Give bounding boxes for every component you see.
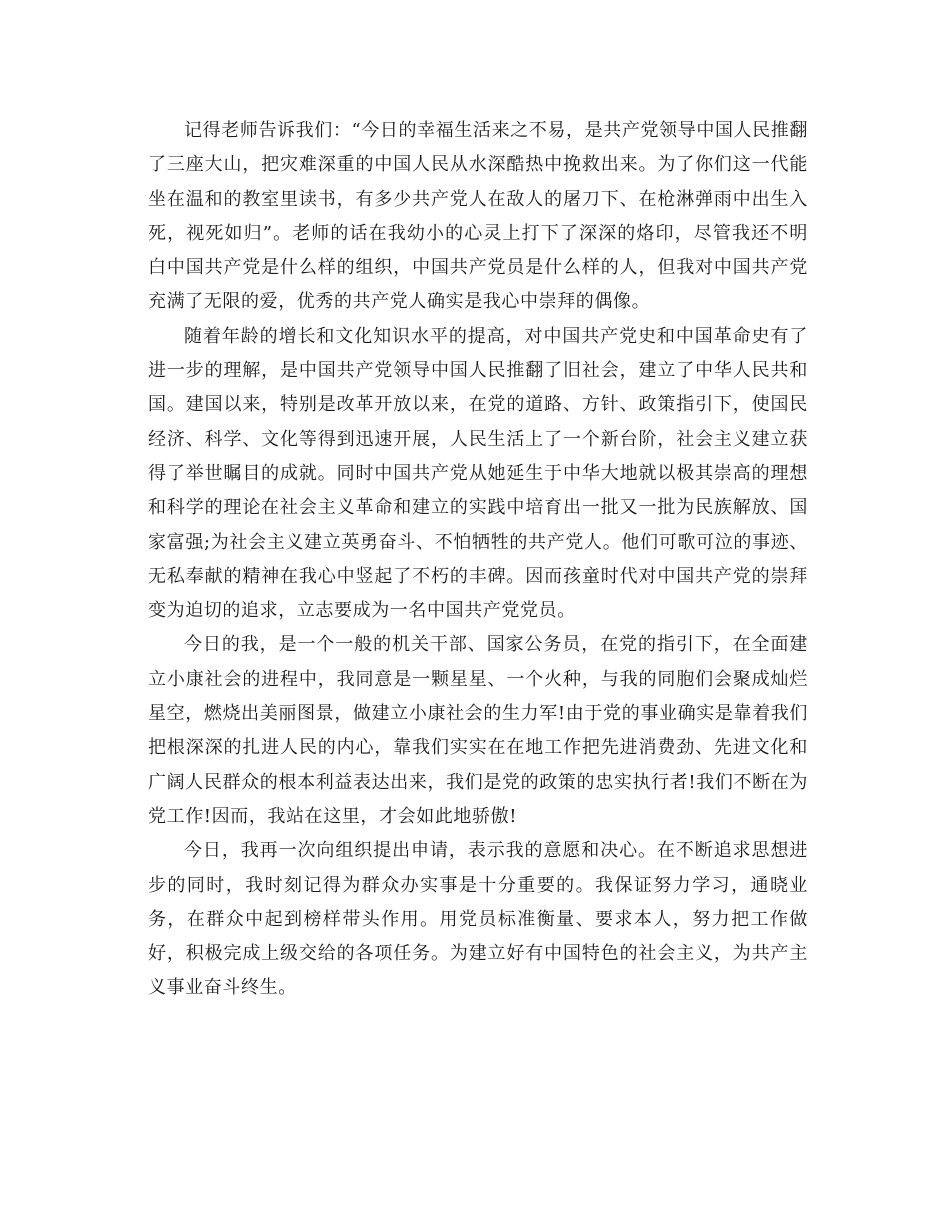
- paragraph-2: 随着年龄的增长和文化知识水平的提高，对中国共产党史和中国革命史有了进一步的理解，是中国共产党领导中国人民推翻了旧社会，建立了中华人民共和国。建国以来，特别是改革开放以来，在党的道路、方针、政策指引下，使国民经济、科学、文化等得到迅速开展，人民生活上了一个新台阶，社会主义建立获得了举世瞩目的成就。同时中国共产党从她延生于中华大地就以极其崇高的理想和科学的理论在社会主义革命和建立的实践中培育出一批又一批为民族解放、国家富强;为社会主义建立英勇奋斗、不怕牺牲的共产党人。他们可歌可泣的事迹、无私奉献的精神在我心中竖起了不朽的丰碑。因而孩童时代对中国共产党的崇拜变为迫切的追求，立志要成为一名中国共产党党员。: [148, 325, 808, 622]
- paragraph-1: 记得老师告诉我们：“今日的幸福生活来之不易，是共产党领导中国人民推翻了三座大山，把灾难深重的中国人民从水深酷热中挽救出来。为了你们这一代能坐在温和的教室里读书，有多少共产党人在敌人的屠刀下、在枪淋弹雨中出生入死，视死如归”。老师的话在我幼小的心灵上打下了深深的烙印，尽管我还不明白中国共产党是什么样的组织，中国共产党员是什么样的人，但我对中国共产党充满了无限的爱，优秀的共产党人确实是我心中崇拜的偶像。: [148, 120, 808, 313]
- paragraph-4: 今日，我再一次向组织提出申请，表示我的意愿和决心。在不断追求思想进步的同时，我时刻记得为群众办实事是十分重要的。我保证努力学习，通晓业务，在群众中起到榜样带头作用。用党员标准衡量、要求本人，努力把工作做好，积极完成上级交给的各项任务。为建立好有中国特色的社会主义，为共产主义事业奋斗终生。: [148, 840, 808, 999]
- paragraph-3: 今日的我，是一个一般的机关干部、国家公务员，在党的指引下，在全面建立小康社会的进程中，我同意是一颗星星、一个火种，与我的同胞们会聚成灿烂星空，燃烧出美丽图景，做建立小康社会的生力军!由于党的事业确实是靠着我们把根深深的扎进人民的内心，靠我们实实在在地工作把先进消费劲、先进文化和广阔人民群众的根本利益表达出来，我们是党的政策的忠实执行者!我们不断在为党工作!因而，我站在这里，才会如此地骄傲!: [148, 634, 808, 827]
- document-body: [148, 114, 808, 1006]
